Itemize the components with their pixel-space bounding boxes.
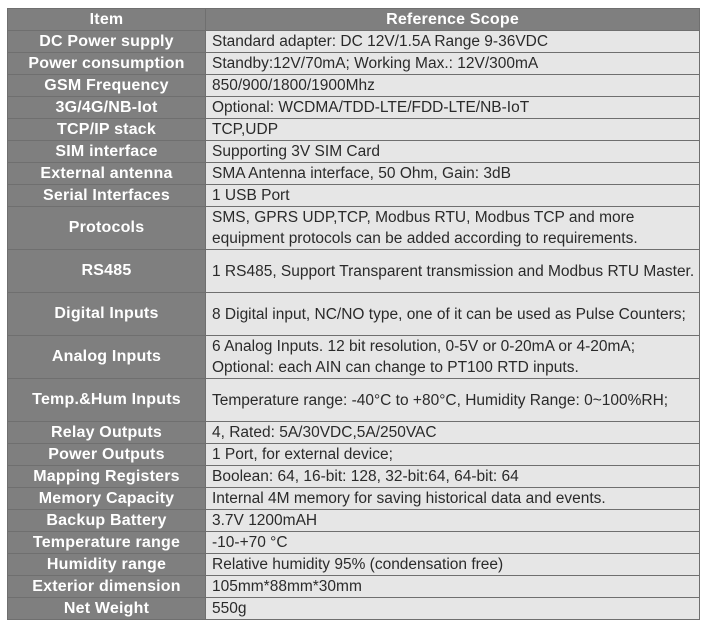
row-value: 1 Port, for external device; — [206, 444, 700, 466]
row-value: Supporting 3V SIM Card — [206, 141, 700, 163]
row-item-label: RS485 — [8, 250, 206, 293]
table-row — [8, 207, 700, 250]
row-item-label: Humidity range — [8, 554, 206, 576]
row-value: 850/900/1800/1900Mhz — [206, 75, 700, 97]
row-item-label: TCP/IP stack — [8, 119, 206, 141]
table-row — [8, 31, 700, 53]
row-value: 3.7V 1200mAH — [206, 510, 700, 532]
row-item-label: GSM Frequency — [8, 75, 206, 97]
row-item-label: Digital Inputs — [8, 293, 206, 336]
table-row — [8, 466, 700, 488]
spec-table — [7, 8, 700, 620]
row-value: 550g — [206, 598, 700, 620]
table-row — [8, 532, 700, 554]
row-item-label: External antenna — [8, 163, 206, 185]
row-item-label: Backup Battery — [8, 510, 206, 532]
table-row — [8, 185, 700, 207]
table-header-row — [8, 9, 700, 31]
row-value: Boolean: 64, 16-bit: 128, 32-bit:64, 64-bit: 64 — [206, 466, 700, 488]
row-value: TCP,UDP — [206, 119, 700, 141]
table-row — [8, 488, 700, 510]
table-row — [8, 97, 700, 119]
row-value: SMS, GPRS UDP,TCP, Modbus RTU, Modbus TCP and more equipment protocols can be added according to requirements. — [206, 207, 700, 250]
table-row — [8, 598, 700, 620]
row-value: 1 USB Port — [206, 185, 700, 207]
row-item-label: SIM interface — [8, 141, 206, 163]
row-value: 6 Analog Inputs. 12 bit resolution, 0-5V or 0-20mA or 4-20mA; Optional: each AIN can change to PT100 RTD inputs. — [206, 336, 700, 379]
table-row — [8, 554, 700, 576]
row-item-label: Power consumption — [8, 53, 206, 75]
row-value: 8 Digital input, NC/NO type, one of it can be used as Pulse Counters; — [206, 293, 700, 336]
row-value: Internal 4M memory for saving historical data and events. — [206, 488, 700, 510]
row-item-label: 3G/4G/NB-Iot — [8, 97, 206, 119]
row-item-label: Analog Inputs — [8, 336, 206, 379]
table-row — [8, 510, 700, 532]
row-value: 4, Rated: 5A/30VDC,5A/250VAC — [206, 422, 700, 444]
row-value: -10-+70 °C — [206, 532, 700, 554]
table-row — [8, 250, 700, 293]
header-reference-scope: Reference Scope — [206, 9, 700, 31]
table-row — [8, 75, 700, 97]
table-row — [8, 119, 700, 141]
row-value: Relative humidity 95% (condensation free) — [206, 554, 700, 576]
table-row — [8, 444, 700, 466]
table-row — [8, 422, 700, 444]
row-item-label: Temp.&Hum Inputs — [8, 379, 206, 422]
row-value: Optional: WCDMA/TDD-LTE/FDD-LTE/NB-IoT — [206, 97, 700, 119]
row-item-label: Mapping Registers — [8, 466, 206, 488]
table-row — [8, 336, 700, 379]
row-item-label: Temperature range — [8, 532, 206, 554]
table-row — [8, 141, 700, 163]
table-row — [8, 576, 700, 598]
row-value: SMA Antenna interface, 50 Ohm, Gain: 3dB — [206, 163, 700, 185]
row-item-label: Net Weight — [8, 598, 206, 620]
row-value: 1 RS485, Support Transparent transmission and Modbus RTU Master. — [206, 250, 700, 293]
row-item-label: Relay Outputs — [8, 422, 206, 444]
table-row — [8, 53, 700, 75]
row-item-label: Exterior dimension — [8, 576, 206, 598]
row-item-label: Memory Capacity — [8, 488, 206, 510]
row-item-label: DC Power supply — [8, 31, 206, 53]
row-item-label: Protocols — [8, 207, 206, 250]
row-value: Standard adapter: DC 12V/1.5A Range 9-36VDC — [206, 31, 700, 53]
row-item-label: Power Outputs — [8, 444, 206, 466]
table-row — [8, 163, 700, 185]
row-value: Temperature range: -40°C to +80°C, Humidity Range: 0~100%RH; — [206, 379, 700, 422]
row-value: Standby:12V/70mA; Working Max.: 12V/300mA — [206, 53, 700, 75]
row-value: 105mm*88mm*30mm — [206, 576, 700, 598]
table-row — [8, 293, 700, 336]
table-row — [8, 379, 700, 422]
row-item-label: Serial Interfaces — [8, 185, 206, 207]
header-item: Item — [8, 9, 206, 31]
